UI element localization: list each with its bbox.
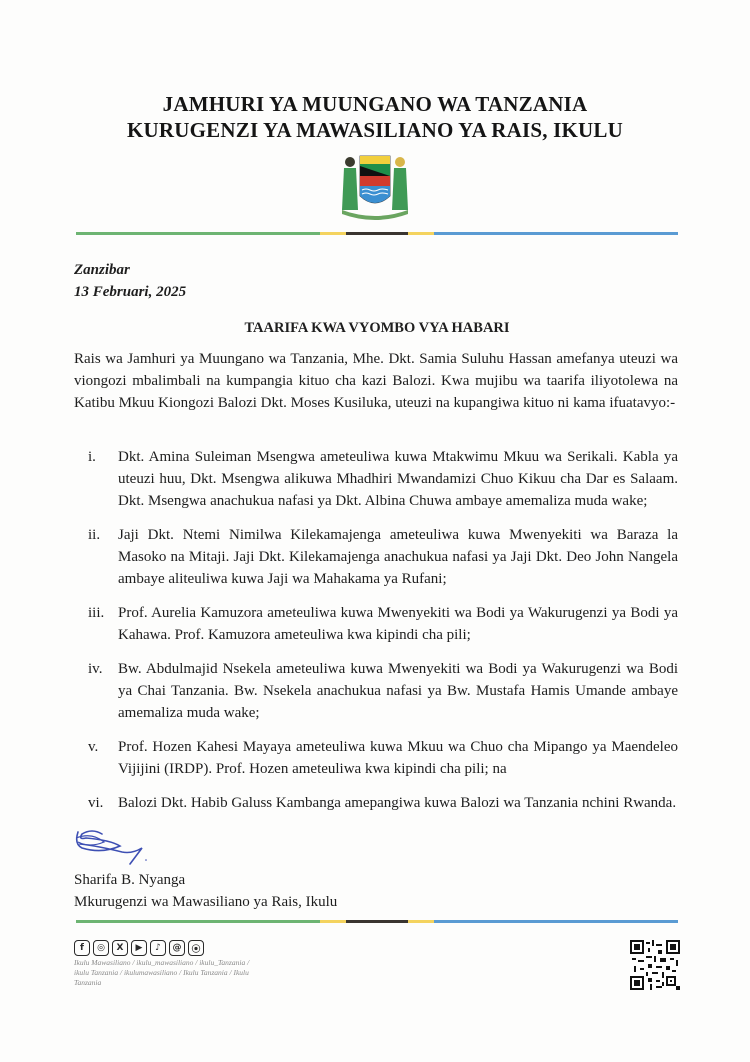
list-item-text: Bw. Abdulmajid Nsekela ameteuliwa kuwa Mwenyekiti wa Bodi ya Wakurugenzi wa Bodi ya Chai Tanzania. Bw. Nsekela anachukua nafasi ya Bw. Mustafa Hamis Umande ambaye amemaliza muda wake;	[118, 661, 678, 721]
letter-date: 13 Februari, 2025	[74, 284, 187, 300]
header-title-directorate: KURUGENZI YA MAWASILIANO YA RAIS, IKULU	[127, 118, 623, 142]
youtube-icon[interactable]: ▶	[131, 940, 147, 956]
list-item-text: Balozi Dkt. Habib Galuss Kambanga amepangiwa kuwa Balozi wa Tanzania nchini Rwanda.	[118, 795, 677, 811]
press-release-title: TAARIFA KWA VYOMBO VYA HABARI	[244, 320, 510, 336]
coat-of-arms-icon	[330, 148, 420, 223]
list-item-number: ii.	[88, 527, 101, 543]
signer-title: Mkurugenzi wa Mawasiliano ya Rais, Ikulu	[74, 894, 338, 910]
social-media-icons	[74, 940, 204, 956]
list-item	[74, 792, 678, 814]
social-handles: Ikulu Mawasiliano / ikulu_mawasiliano / ikulu_Tanzania / ikulu Tanzania / ikulumawasiliano / Ikulu Tanzania / Ikulu Tanzania	[74, 958, 250, 987]
header-title-republic: JAMHURI YA MUUNGANO WA TANZANIA	[162, 92, 588, 116]
list-item-text: Dkt. Amina Suleiman Msengwa ameteuliwa kuwa Mtakwimu Mkuu wa Serikali. Kabla ya uteuzi huu, Dkt. Msengwa alikuwa Mhadhiri Mwandamizi Chuo Kikuu cha Dar es Salaam. Dkt. Msengwa anachukua nafasi ya Dkt. Albina Chuwa ambaye amemaliza muda wake;	[118, 449, 678, 509]
list-item	[74, 736, 678, 780]
list-item-number: iii.	[88, 605, 105, 621]
facebook-icon[interactable]: f	[74, 940, 90, 956]
list-item	[74, 446, 678, 512]
list-item-text: Jaji Dkt. Ntemi Nimilwa Kilekamajenga ameteuliwa kuwa Mwenyekiti wa Baraza la Masoko na Mitaji. Jaji Dkt. Kilekamajenga anachukua nafasi ya Jaji Dkt. Deo John Nangela ambaye aliteuliwa kuwa Jaji wa Mahakama ya Rufani;	[118, 527, 678, 587]
list-item-number: vi.	[88, 795, 104, 811]
national-color-stripe-bottom	[76, 920, 678, 923]
list-item	[74, 602, 678, 646]
list-item	[74, 658, 678, 724]
podcast-icon[interactable]: ⦿	[188, 940, 204, 956]
signer-name: Sharifa B. Nyanga	[74, 872, 186, 888]
list-item-number: iv.	[88, 661, 103, 677]
national-color-stripe-top	[76, 232, 678, 235]
list-item	[74, 524, 678, 590]
threads-icon[interactable]: @	[169, 940, 185, 956]
tiktok-icon[interactable]: ♪	[150, 940, 166, 956]
qr-code-icon[interactable]	[630, 940, 680, 990]
list-item-text: Prof. Hozen Kahesi Mayaya ameteuliwa kuwa Mkuu wa Chuo cha Mipango ya Maendeleo Vijijini (IRDP). Prof. Hozen ameteuliwa kwa kipindi cha pili; na	[118, 739, 678, 777]
x-icon[interactable]: X	[112, 940, 128, 956]
list-item-number: v.	[88, 739, 99, 755]
signature-icon	[72, 824, 162, 870]
list-item-text: Prof. Aurelia Kamuzora ameteuliwa kuwa Mwenyekiti wa Bodi ya Wakurugenzi ya Bodi ya Kahawa. Prof. Kamuzora ameteuliwa kwa kipindi cha pili;	[118, 605, 678, 643]
letter-place: Zanzibar	[74, 262, 130, 278]
instagram-icon[interactable]: ◎	[93, 940, 109, 956]
list-item-number: i.	[88, 449, 96, 465]
intro-paragraph: Rais wa Jamhuri ya Muungano wa Tanzania, Mhe. Dkt. Samia Suluhu Hassan amefanya uteuzi wa viongozi mbalimbali na kumpangia kituo cha kazi Balozi. Kwa mujibu wa taarifa iliyotolewa na Katibu Mkuu Kiongozi Balozi Dkt. Moses Kusiluka, uteuzi na kupangiwa kituo ni kama ifuatavyo:-	[74, 351, 678, 411]
appointments-list	[74, 446, 678, 826]
